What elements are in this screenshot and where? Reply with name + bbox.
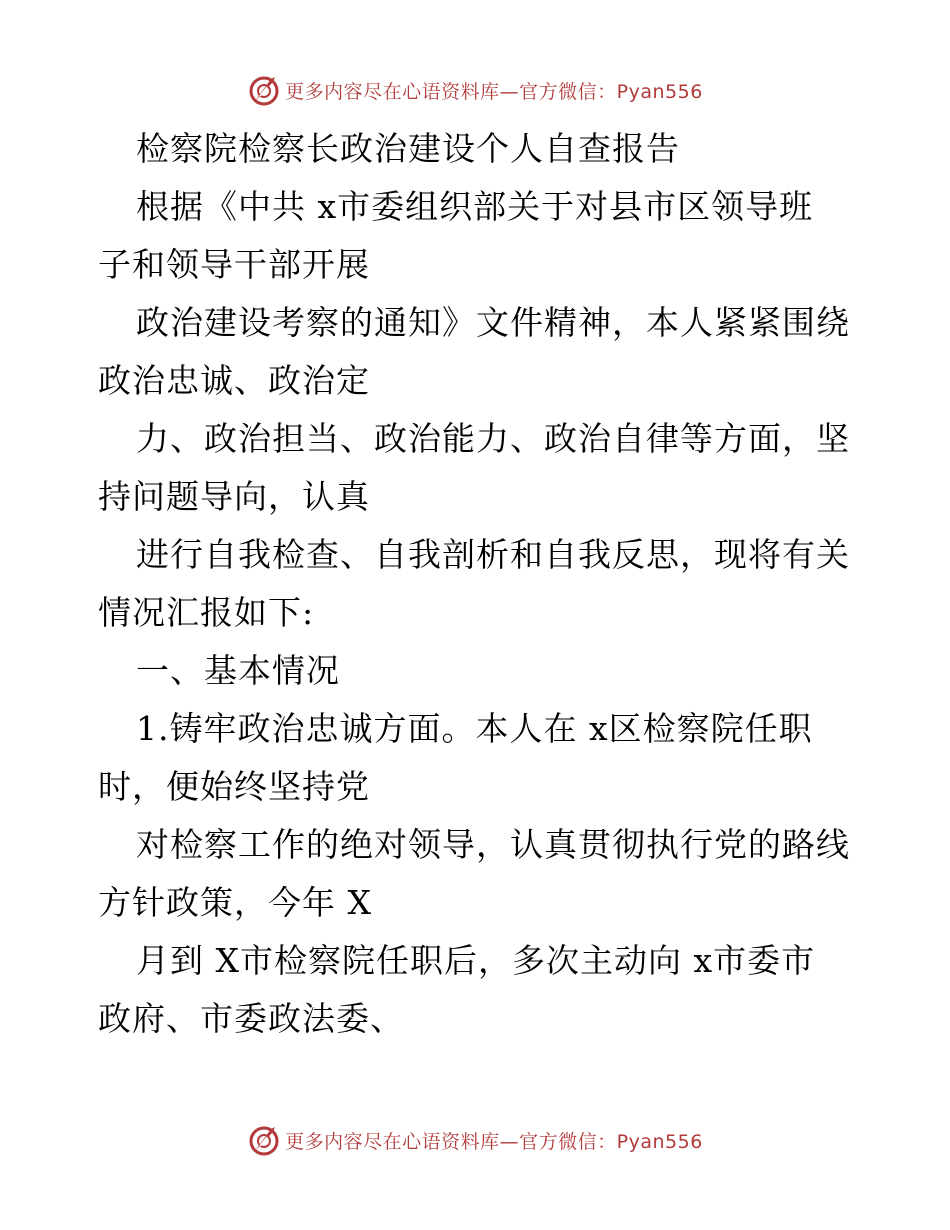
watermark-text: 更多内容尽在心语资料库—官方微信：Pyan556 — [285, 1130, 703, 1153]
quill-logo-icon — [247, 73, 281, 107]
document-body — [98, 120, 858, 1048]
paragraph-line: 方针政策，今年 X — [98, 883, 372, 922]
paragraph-line: 政治忠诚、政治定 — [98, 361, 370, 400]
paragraph-line: 政府、市委政法委、 — [98, 999, 404, 1038]
paragraph-line: 情况汇报如下: — [98, 593, 315, 632]
paragraph-line: 对检察工作的绝对领导，认真贯彻执行党的路线 — [136, 825, 850, 864]
section-heading: 一、基本情况 — [136, 651, 340, 690]
paragraph-line: 月到 X市检察院任职后，多次主动向 x市委市 — [136, 941, 816, 980]
watermark-banner-bottom — [0, 1120, 950, 1160]
document-title: 检察院检察长政治建设个人自查报告 — [136, 129, 680, 168]
watermark-banner-top — [0, 70, 950, 110]
paragraph-line: 根据《中共 x市委组织部关于对县市区领导班 — [136, 187, 814, 226]
paragraph-line: 进行自我检查、自我剖析和自我反思，现将有关 — [136, 535, 850, 574]
paragraph-line: 时，便始终坚持党 — [98, 767, 370, 806]
watermark-text: 更多内容尽在心语资料库—官方微信：Pyan556 — [285, 80, 703, 103]
paragraph-line: 子和领导干部开展 — [98, 245, 370, 284]
paragraph-line: 持问题导向，认真 — [98, 477, 370, 516]
paragraph-line: 1.铸牢政治忠诚方面。本人在 x区检察院任职 — [136, 709, 813, 748]
paragraph-line: 力、政治担当、政治能力、政治自律等方面，坚 — [136, 419, 850, 458]
paragraph-line: 政治建设考察的通知》文件精神，本人紧紧围绕 — [136, 303, 850, 342]
quill-logo-icon — [247, 1123, 281, 1157]
